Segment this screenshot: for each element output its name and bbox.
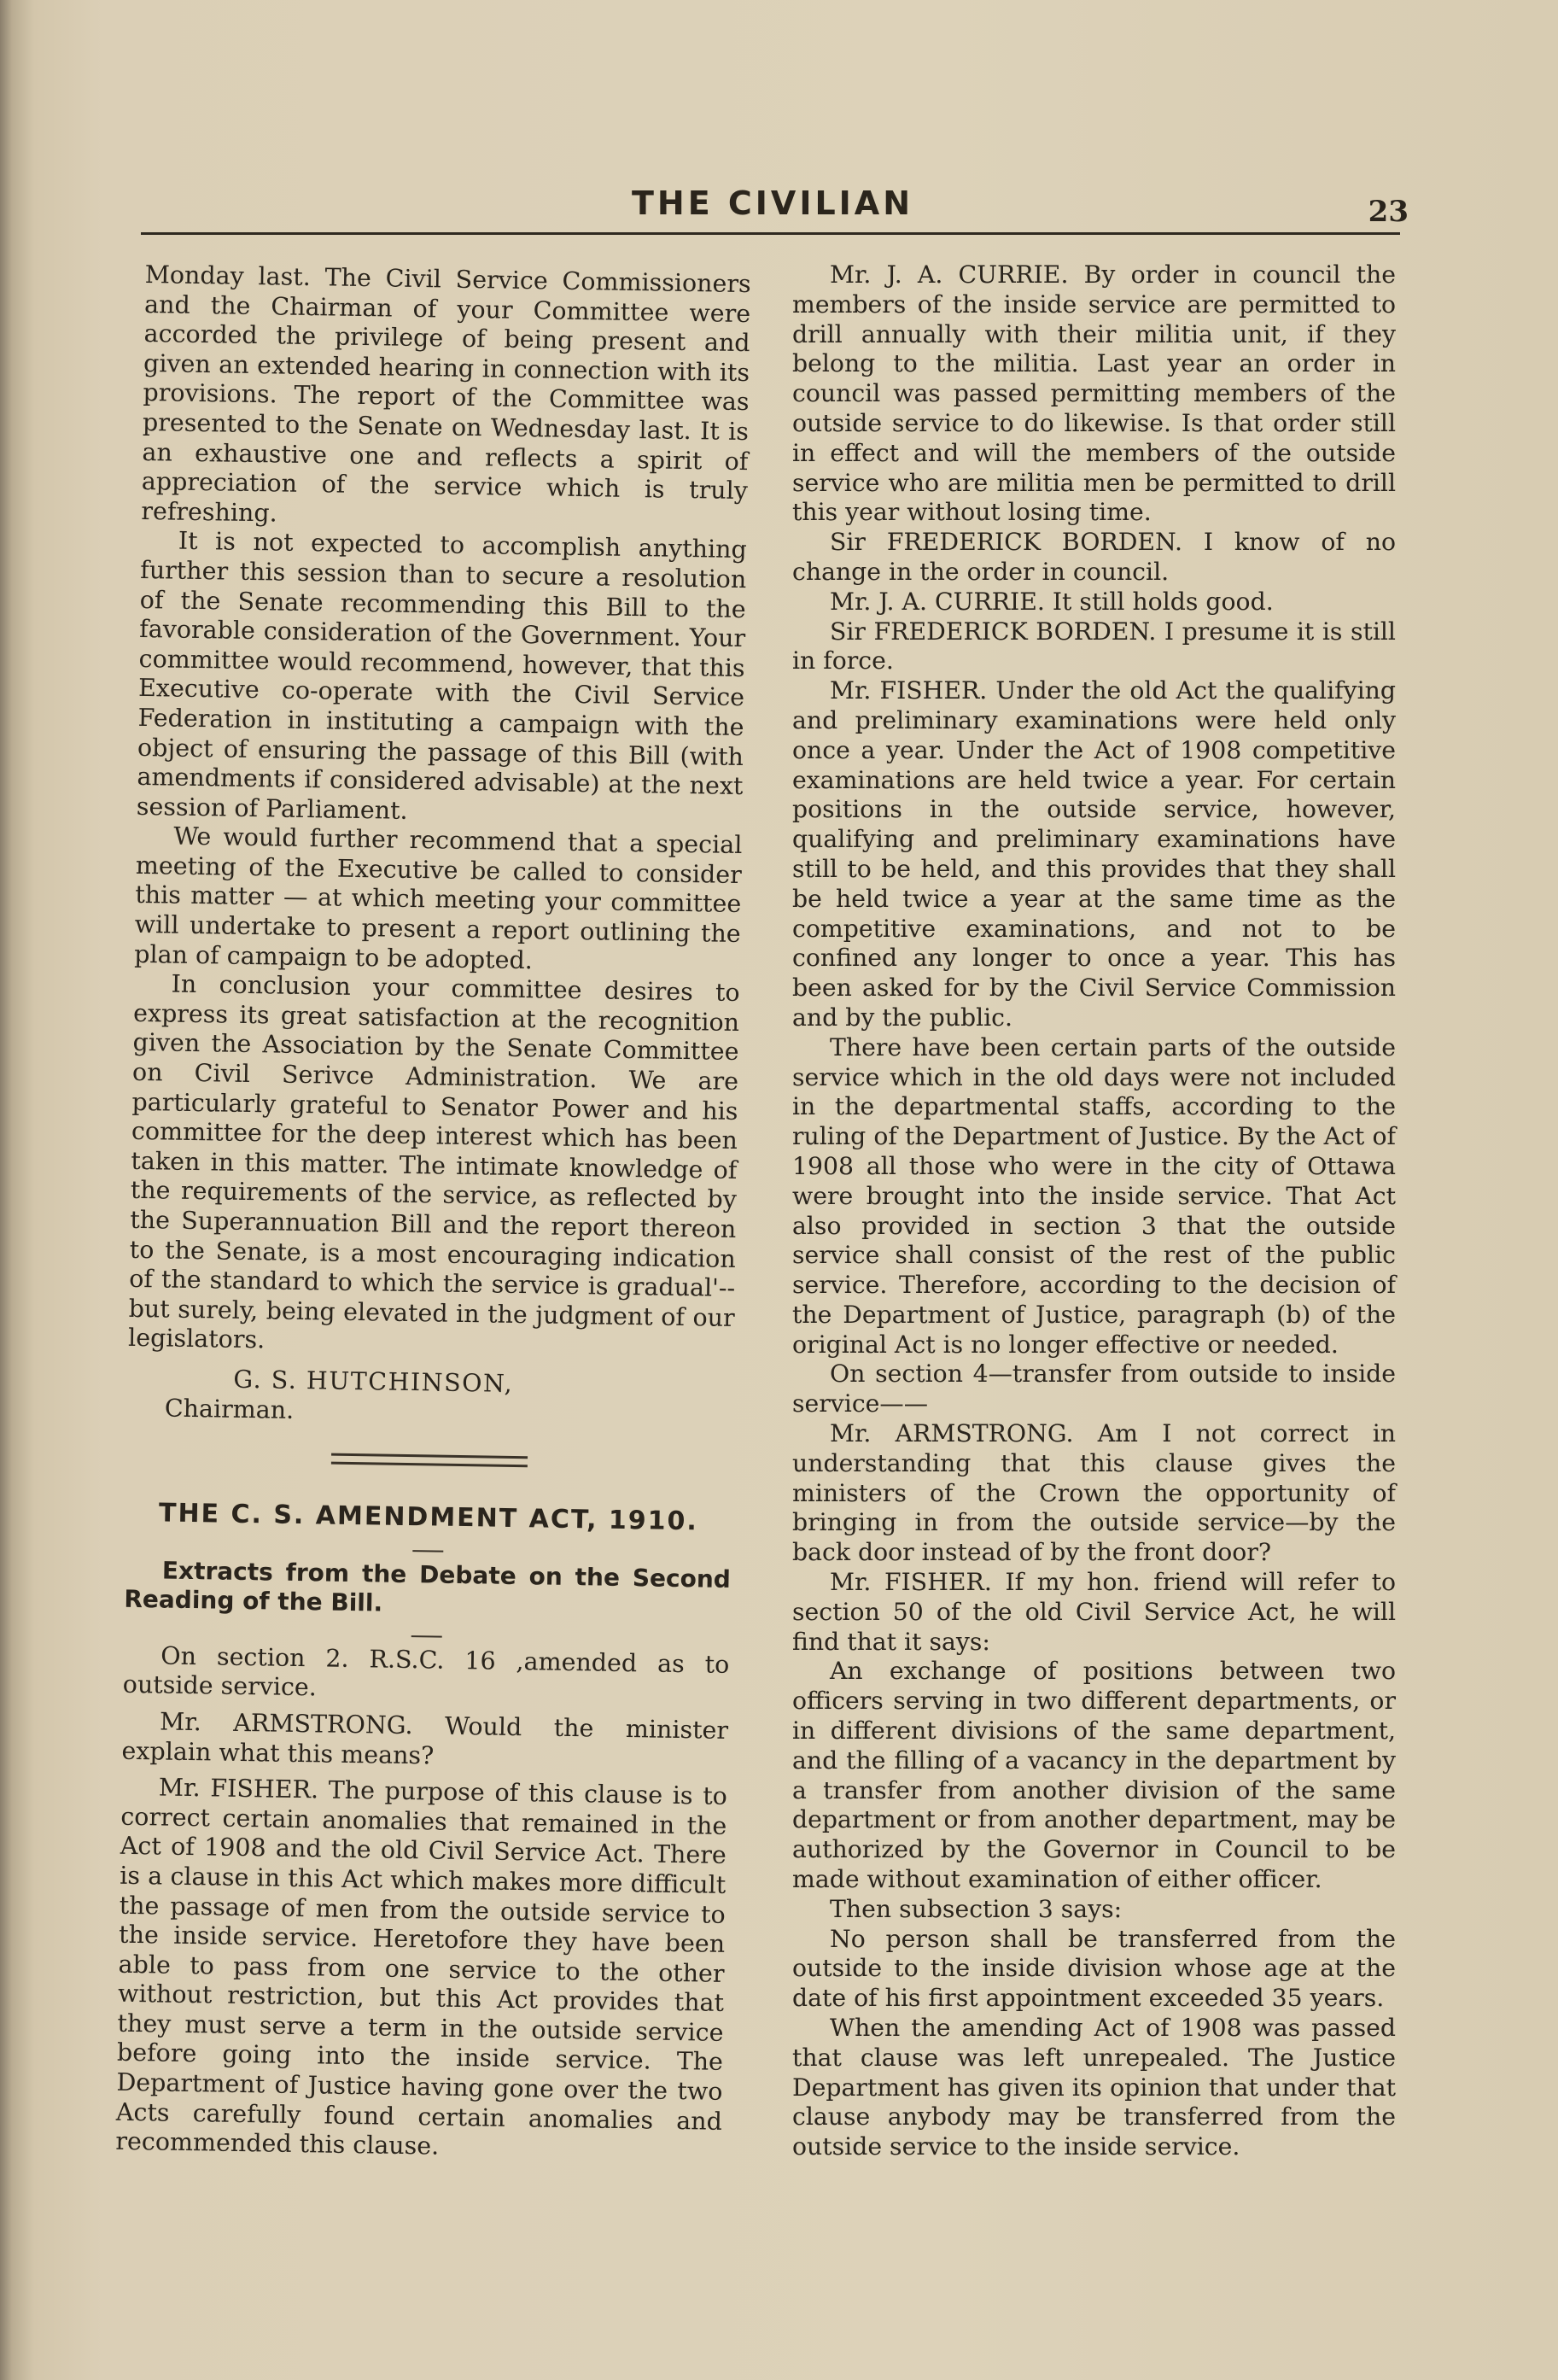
signature-title: Chairman. — [164, 1394, 295, 1424]
header-rule — [141, 232, 1400, 235]
paragraph: On section 4—transfer from outside to inside service—— — [792, 1360, 1396, 1418]
paragraph: Mr. ARMSTRONG. Would the minister explain what this means? — [121, 1707, 729, 1770]
paragraph: Then subsection 3 says: — [830, 1894, 1123, 1923]
paragraph: Mr. ARMSTRONG. Am I not correct in understanding that this clause gives the ministers of the Crown the opportunity of bringing in from the outside service—by the back door instead of by the front door? — [792, 1419, 1396, 1567]
quoted-paragraph: No person shall be transferred from the outside to the inside division whose age at the date of his first appointment exceeded 35 years. — [792, 1924, 1396, 2013]
paragraph: There have been certain parts of the outside service which in the old days were not included in the departmental staffs, according to the ruling of the Department of Justice. By the Act of 1908 all those who were in the city of Ottawa were brought into the inside service. That Act also provided in section 3 that the outside service shall consist of the rest of the public service. Therefore, according to the decision of the Department of Justice, paragraph (b) of the original Act is no longer effective or needed. — [792, 1032, 1396, 1359]
paragraph: Mr. J. A. CURRIE. It still holds good. — [830, 587, 1274, 616]
left-column — [115, 260, 751, 2167]
article-subheading: Extracts from the Debate on the Second Reading of the Bill. — [124, 1556, 732, 1617]
running-title: THE CIVILIAN — [631, 184, 914, 222]
subheading-rule — [411, 1635, 442, 1638]
paragraph: Mr. FISHER. The purpose of this clause is to correct certain anomalies that remained in the Act of 1908 and the old Civil Service Act. There is a clause in this Act which makes more difficult the passage of men from the outside service to the inside service. Heretofore they have been able to pass from one service to the other without restriction, but this Act provides that they must serve a term in the outside service before going into the inside service. The Department of Justice having gone over the two Acts carefully found certain anomalies and recommended this clause. — [115, 1773, 728, 2161]
paragraph: Mr. FISHER. If my hon. friend will refer to section 50 of the old Civil Service Act, he will find that it says: — [792, 1568, 1396, 1656]
page-number: 23 — [1368, 195, 1409, 229]
paragraph: Sir FREDERICK BORDEN. I presume it is still in force. — [792, 617, 1396, 675]
paragraph: We would further recommend that a special meeting of the Executive be called to consider this matter — at which meeting your committee will undertake to present a report outlining the plan of campaign to be adopted. — [133, 822, 743, 974]
quoted-paragraph: An exchange of positions between two officers serving in two different departments, or in different divisions of the same department, and the filling of a vacancy in the department by a transfer from another division of the same department or from another department, may be authorized by the Governor in Council to be made without examination of either officer. — [792, 1657, 1396, 1894]
section-divider — [331, 1453, 528, 1468]
heading-rule — [412, 1550, 443, 1553]
paragraph: On section 2. R.S.C. 16 ,amended as to outside service. — [122, 1641, 730, 1702]
paragraph: Mr. FISHER. Under the old Act the qualifying and preliminary examinations were held only once a year. Under the Act of 1908 competitive examinations are held twice a year. For certain positions in the outside service, however, qualifying and preliminary examinations have still to be held, and this provides that they shall be held twice a year at the same time as the competitive examinations, and not to be confined any longer to once a year. This has been asked for by the Civil Service Commission and by the public. — [792, 676, 1396, 1032]
signature-name: G. S. HUTCHINSON, — [233, 1365, 514, 1398]
page-header — [141, 179, 1409, 239]
paragraph: Sir FREDERICK BORDEN. I know of no change in the order in council. — [792, 528, 1396, 586]
paragraph: It is not expected to accomplish anything further this session than to secure a resolution of the Senate recommending this Bill to the favorable consideration of the Government. Your committee would recommend, however, that this Executive co-operate with the Civil Service Federation in instituting a campaign with the object of ensuring the passage of this Bill (with amendments if considered advisable) at the next session of Parliament. — [136, 526, 748, 825]
right-column — [792, 260, 1396, 2162]
paragraph: When the amending Act of 1908 was passed that clause was left unrepealed. The Justice Department has given its opinion that under that clause anybody may be transferred from the outside service to the inside service. — [792, 2014, 1396, 2161]
paragraph: Monday last. The Civil Service Commissioners and the Chairman of your Committee were accorded the privilege of being present and given an extended hearing in connection with its provisions. The report of the Committee was presented to the Senate on Wednesday last. It is an exhaustive one and reflects a spirit of appreciation of the service which is truly refreshing. — [141, 260, 751, 528]
paragraph: Mr. J. A. CURRIE. By order in council the members of the inside service are permitted to drill annually with their militia unit, if they belong to the militia. Last year an order in council was passed permitting members of the outside service to do likewise. Is that order still in effect and will the members of the outside service who are militia men be permitted to drill this year without losing time. — [792, 260, 1396, 527]
article-heading: THE C. S. AMENDMENT ACT, 1910. — [158, 1498, 699, 1537]
paragraph: In conclusion your committee desires to express its great satisfaction at the recognition given the Association by the Senate Committee on Civil Serivce Administration. We are particularly grateful to Senator Power and his committee for the deep interest which has been taken in this matter. The intimate knowledge of the requirements of the service, as reflected by the Superannuation Bill and the report thereon to the Senate, is a most encouraging indication of the standard to which the service is gradual'-- but surely, being elevated in the judgment of our legislators. — [127, 969, 740, 1354]
